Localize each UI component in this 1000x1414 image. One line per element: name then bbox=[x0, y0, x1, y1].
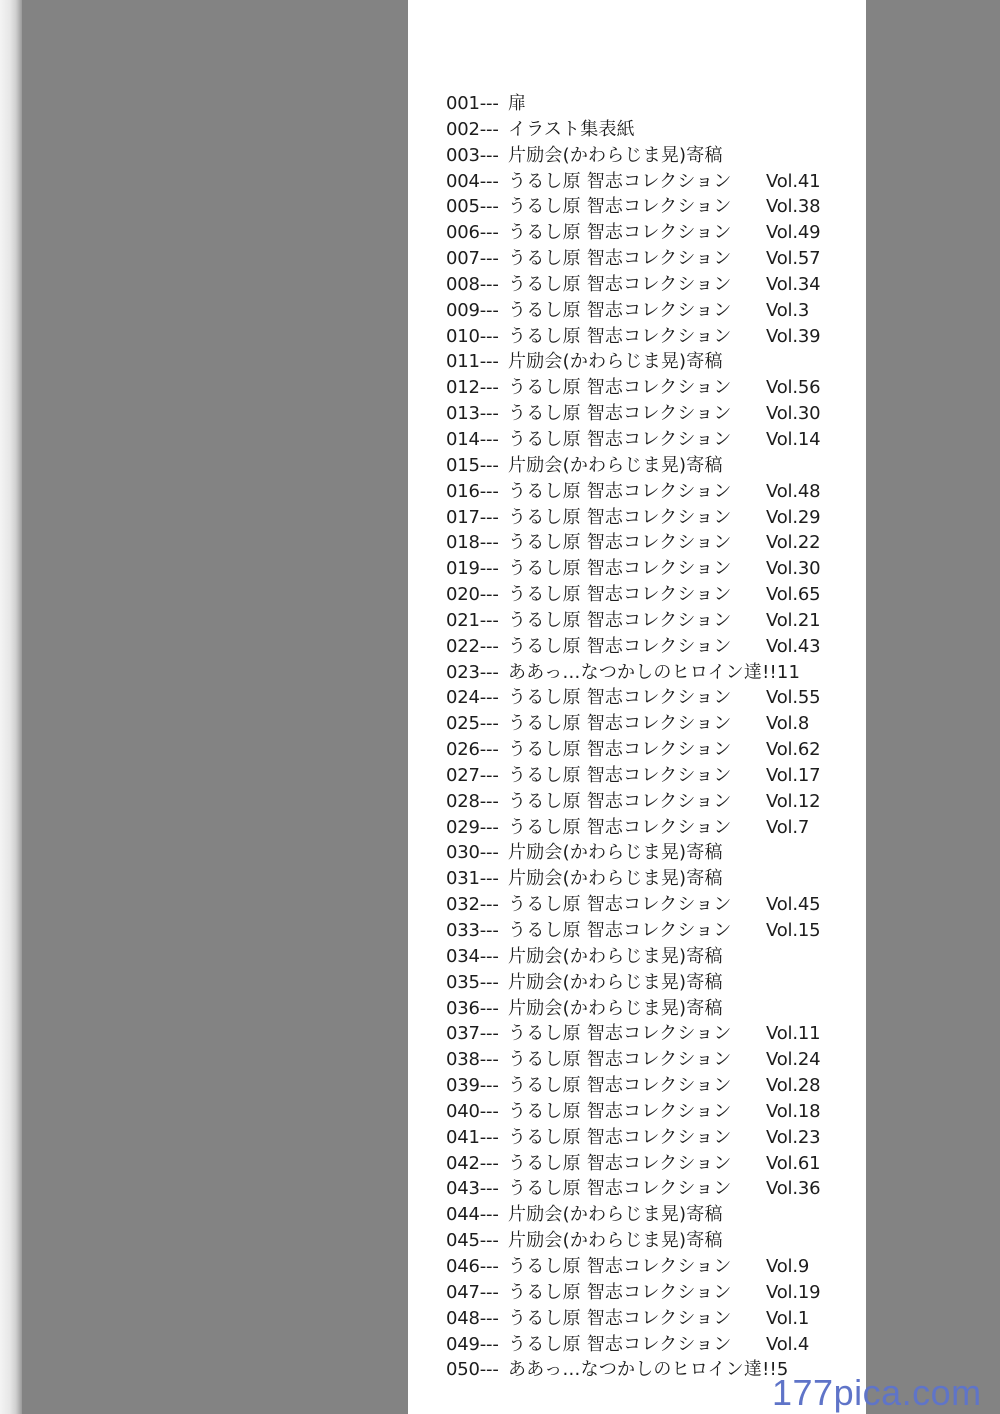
entry-number: 026--- bbox=[446, 739, 499, 761]
entry-number: 024--- bbox=[446, 687, 499, 709]
entry-number: 002--- bbox=[446, 118, 499, 140]
entry-volume: Vol.15 bbox=[766, 920, 821, 941]
entry-volume: Vol.7 bbox=[766, 816, 810, 838]
entry-number: 012--- bbox=[446, 377, 499, 399]
right-gray-margin bbox=[866, 0, 1000, 1414]
entry-number: 035--- bbox=[446, 971, 499, 993]
toc-entry bbox=[446, 582, 846, 608]
entry-volume: Vol.30 bbox=[766, 558, 821, 580]
toc-entry bbox=[446, 194, 846, 220]
toc-entry bbox=[446, 1047, 846, 1073]
toc-entry bbox=[446, 1254, 846, 1280]
entry-title: 片励会(かわらじま晃)寄稿 bbox=[508, 868, 723, 890]
toc-entry bbox=[446, 1125, 846, 1151]
entry-number: 046--- bbox=[446, 1255, 499, 1277]
toc-entry bbox=[446, 737, 846, 763]
entry-title: うるし原 智志コレクション bbox=[508, 1178, 732, 1200]
entry-volume: Vol.41 bbox=[766, 170, 821, 192]
entry-title: うるし原 智志コレクション bbox=[508, 687, 732, 709]
entry-number: 027--- bbox=[446, 764, 499, 786]
entry-volume: Vol.30 bbox=[766, 403, 821, 425]
entry-title: イラスト集表紙 bbox=[508, 118, 635, 140]
entry-number: 049--- bbox=[446, 1333, 499, 1355]
entry-number: 048--- bbox=[446, 1307, 499, 1329]
entry-volume: Vol.3 bbox=[766, 299, 810, 321]
entry-title: うるし原 智志コレクション bbox=[508, 790, 732, 812]
entry-number: 011--- bbox=[446, 351, 499, 373]
entry-volume: Vol.21 bbox=[766, 609, 821, 631]
entry-title: うるし原 智志コレクション bbox=[508, 764, 732, 786]
entry-number: 007--- bbox=[446, 248, 499, 270]
entry-volume: Vol.43 bbox=[766, 635, 821, 657]
entry-title: 片励会(かわらじま晃)寄稿 bbox=[508, 1204, 723, 1226]
entry-title: うるし原 智志コレクション bbox=[508, 1100, 732, 1122]
toc-entry bbox=[446, 1280, 846, 1306]
toc-entry bbox=[446, 1151, 846, 1177]
entry-number: 039--- bbox=[446, 1075, 499, 1097]
toc-entry bbox=[446, 427, 846, 453]
entry-title: うるし原 智志コレクション bbox=[508, 480, 732, 502]
toc-entry bbox=[446, 1073, 846, 1099]
entry-volume: Vol.65 bbox=[766, 584, 821, 606]
toc-entry bbox=[446, 660, 846, 686]
entry-number: 016--- bbox=[446, 480, 499, 502]
toc-entry bbox=[446, 375, 846, 401]
entry-title: うるし原 智志コレクション bbox=[508, 609, 732, 631]
entry-title: うるし原 智志コレクション bbox=[508, 170, 732, 192]
entry-volume: Vol.45 bbox=[766, 894, 821, 916]
toc-entry bbox=[446, 711, 846, 737]
watermark: 177pica.com bbox=[772, 1372, 982, 1413]
entry-volume: Vol.1 bbox=[766, 1307, 810, 1329]
entry-number: 031--- bbox=[446, 868, 499, 890]
entry-title: うるし原 智志コレクション bbox=[508, 403, 732, 425]
entry-title: 片励会(かわらじま晃)寄稿 bbox=[508, 971, 723, 993]
toc-entry bbox=[446, 608, 846, 634]
entry-title: うるし原 智志コレクション bbox=[508, 584, 732, 606]
toc-entry bbox=[446, 970, 846, 996]
entry-number: 001--- bbox=[446, 93, 499, 114]
entry-volume: Vol.11 bbox=[766, 1023, 821, 1045]
entry-volume: Vol.61 bbox=[766, 1152, 821, 1174]
entry-title: うるし原 智志コレクション bbox=[508, 635, 732, 657]
entry-volume: Vol.56 bbox=[766, 377, 821, 399]
entry-number: 009--- bbox=[446, 299, 499, 321]
entry-number: 034--- bbox=[446, 945, 499, 967]
entry-volume: Vol.22 bbox=[766, 532, 821, 554]
entry-number: 015--- bbox=[446, 454, 499, 476]
entry-number: 040--- bbox=[446, 1100, 499, 1122]
entry-title: うるし原 智志コレクション bbox=[508, 1023, 732, 1045]
entry-number: 037--- bbox=[446, 1023, 499, 1045]
entry-number: 022--- bbox=[446, 635, 499, 657]
toc-entry bbox=[446, 169, 846, 195]
entry-number: 043--- bbox=[446, 1178, 499, 1200]
entry-title: うるし原 智志コレクション bbox=[508, 1049, 732, 1071]
toc-entry bbox=[446, 996, 846, 1022]
entry-title: 片励会(かわらじま晃)寄稿 bbox=[508, 144, 723, 166]
entry-volume: Vol.19 bbox=[766, 1281, 821, 1303]
entry-number: 041--- bbox=[446, 1126, 499, 1148]
entry-title: うるし原 智志コレクション bbox=[508, 428, 732, 450]
entry-title: うるし原 智志コレクション bbox=[508, 816, 732, 838]
entry-volume: Vol.34 bbox=[766, 273, 821, 295]
entry-number: 021--- bbox=[446, 609, 499, 631]
entry-title: うるし原 智志コレクション bbox=[508, 1307, 732, 1329]
entry-number: 042--- bbox=[446, 1152, 499, 1174]
toc-entry bbox=[446, 479, 846, 505]
toc-entry bbox=[446, 1332, 846, 1358]
toc-entry bbox=[446, 349, 846, 375]
entry-title: 片励会(かわらじま晃)寄稿 bbox=[508, 454, 723, 476]
toc-entry bbox=[446, 685, 846, 711]
entry-title: うるし原 智志コレクション bbox=[508, 558, 732, 580]
entry-title: 片励会(かわらじま晃)寄稿 bbox=[508, 945, 723, 967]
entry-title: うるし原 智志コレクション bbox=[508, 713, 732, 735]
toc-entry bbox=[446, 944, 846, 970]
toc-entry bbox=[446, 91, 846, 117]
entry-volume: Vol.12 bbox=[766, 790, 821, 812]
entry-volume: Vol.8 bbox=[766, 713, 810, 735]
entry-title: うるし原 智志コレクション bbox=[508, 532, 732, 554]
toc-entry bbox=[446, 1021, 846, 1047]
entry-title: ああっ…なつかしのヒロイン達!!11 bbox=[508, 661, 801, 683]
toc-entry bbox=[446, 1306, 846, 1332]
entry-number: 044--- bbox=[446, 1204, 499, 1226]
entry-number: 005--- bbox=[446, 196, 499, 218]
entry-volume: Vol.55 bbox=[766, 687, 821, 709]
entry-title: 片励会(かわらじま晃)寄稿 bbox=[508, 1230, 723, 1252]
entry-number: 019--- bbox=[446, 558, 499, 580]
entry-number: 010--- bbox=[446, 325, 499, 347]
entry-number: 013--- bbox=[446, 403, 499, 425]
entry-volume: Vol.28 bbox=[766, 1075, 821, 1097]
entry-title: 片励会(かわらじま晃)寄稿 bbox=[508, 997, 723, 1019]
entry-number: 004--- bbox=[446, 170, 499, 192]
entry-volume: Vol.29 bbox=[766, 506, 821, 528]
entry-volume: Vol.62 bbox=[766, 739, 821, 761]
left-gray-margin bbox=[0, 0, 408, 1414]
entry-number: 003--- bbox=[446, 144, 499, 166]
toc-entry bbox=[446, 556, 846, 582]
entry-volume: Vol.23 bbox=[766, 1126, 821, 1148]
toc-entry bbox=[446, 815, 846, 841]
entry-title: うるし原 智志コレクション bbox=[508, 739, 732, 761]
entry-number: 029--- bbox=[446, 816, 499, 838]
toc-entry bbox=[446, 634, 846, 660]
entry-volume: Vol.17 bbox=[766, 764, 821, 786]
entry-number: 045--- bbox=[446, 1230, 499, 1252]
entry-number: 025--- bbox=[446, 713, 499, 735]
entry-title: うるし原 智志コレクション bbox=[508, 1126, 732, 1148]
entry-volume: Vol.38 bbox=[766, 196, 821, 218]
page-edge-strip bbox=[0, 0, 22, 1414]
entry-volume: Vol.14 bbox=[766, 428, 821, 450]
toc-entry bbox=[446, 1099, 846, 1125]
entry-volume: Vol.4 bbox=[766, 1333, 810, 1355]
toc-entry bbox=[446, 763, 846, 789]
entry-number: 028--- bbox=[446, 790, 499, 812]
entry-number: 038--- bbox=[446, 1049, 499, 1071]
entry-volume: Vol.48 bbox=[766, 480, 821, 502]
entry-volume: Vol.39 bbox=[766, 325, 821, 347]
toc-entry bbox=[446, 840, 846, 866]
entry-volume: Vol.57 bbox=[766, 248, 821, 270]
entry-title: うるし原 智志コレクション bbox=[508, 325, 732, 347]
entry-number: 050--- bbox=[446, 1359, 499, 1381]
toc-entry bbox=[446, 272, 846, 298]
table-of-contents bbox=[446, 91, 846, 1383]
toc-entry bbox=[446, 866, 846, 892]
entry-title: うるし原 智志コレクション bbox=[508, 1281, 732, 1303]
toc-entry bbox=[446, 1202, 846, 1228]
toc-entry bbox=[446, 453, 846, 479]
toc-entry bbox=[446, 1228, 846, 1254]
entry-title: うるし原 智志コレクション bbox=[508, 1255, 732, 1277]
toc-entry bbox=[446, 789, 846, 815]
entry-title: うるし原 智志コレクション bbox=[508, 506, 732, 528]
toc-entry bbox=[446, 530, 846, 556]
entry-title: うるし原 智志コレクション bbox=[508, 1075, 732, 1097]
toc-entry bbox=[446, 246, 846, 272]
entry-number: 017--- bbox=[446, 506, 499, 528]
entry-number: 006--- bbox=[446, 222, 499, 244]
entry-number: 020--- bbox=[446, 584, 499, 606]
entry-number: 008--- bbox=[446, 273, 499, 295]
entry-title: うるし原 智志コレクション bbox=[508, 248, 732, 270]
entry-title: うるし原 智志コレクション bbox=[508, 1333, 732, 1355]
toc-entry bbox=[446, 918, 846, 944]
entry-title: ああっ…なつかしのヒロイン達!!5 bbox=[508, 1359, 789, 1381]
entry-volume: Vol.18 bbox=[766, 1100, 821, 1122]
toc-entry bbox=[446, 505, 846, 531]
entry-number: 018--- bbox=[446, 532, 499, 554]
entry-volume: Vol.9 bbox=[766, 1255, 810, 1277]
entry-title: 片励会(かわらじま晃)寄稿 bbox=[508, 351, 723, 373]
toc-entry bbox=[446, 298, 846, 324]
entry-title: うるし原 智志コレクション bbox=[508, 299, 732, 321]
entry-title: うるし原 智志コレクション bbox=[508, 273, 732, 295]
entry-number: 033--- bbox=[446, 920, 499, 941]
entry-number: 030--- bbox=[446, 842, 499, 864]
entry-title: うるし原 智志コレクション bbox=[508, 377, 732, 399]
entry-title: 扉 bbox=[508, 93, 527, 114]
toc-entry bbox=[446, 401, 846, 427]
toc-entry bbox=[446, 892, 846, 918]
toc-entry bbox=[446, 324, 846, 350]
entry-title: うるし原 智志コレクション bbox=[508, 196, 732, 218]
entry-volume: Vol.49 bbox=[766, 222, 821, 244]
toc-entry bbox=[446, 143, 846, 169]
entry-title: うるし原 智志コレクション bbox=[508, 894, 732, 916]
entry-number: 014--- bbox=[446, 428, 499, 450]
entry-number: 032--- bbox=[446, 894, 499, 916]
entry-title: うるし原 智志コレクション bbox=[508, 222, 732, 244]
toc-entry bbox=[446, 117, 846, 143]
entry-volume: Vol.24 bbox=[766, 1049, 821, 1071]
entry-number: 023--- bbox=[446, 661, 499, 683]
entry-number: 036--- bbox=[446, 997, 499, 1019]
toc-entry bbox=[446, 1176, 846, 1202]
entry-title: 片励会(かわらじま晃)寄稿 bbox=[508, 842, 723, 864]
entry-number: 047--- bbox=[446, 1281, 499, 1303]
toc-entry bbox=[446, 220, 846, 246]
entry-title: うるし原 智志コレクション bbox=[508, 920, 732, 941]
entry-volume: Vol.36 bbox=[766, 1178, 821, 1200]
entry-title: うるし原 智志コレクション bbox=[508, 1152, 732, 1174]
